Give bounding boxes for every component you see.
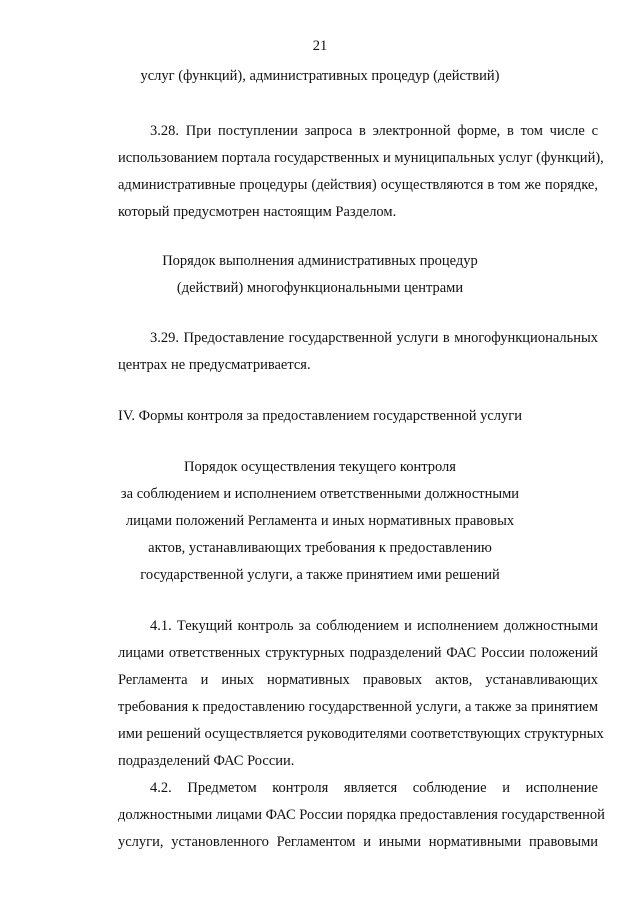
paragraph-4-2-line-3: услуги, установленного Регламентом и иными нормативными правовыми [118, 834, 598, 850]
paragraph-3-28-line-1: 3.28. При поступлении запроса в электронной форме, в том числе с [150, 123, 598, 139]
paragraph-4-1-line-2: лицами ответственных структурных подразделений ФАС России положений [118, 645, 598, 661]
paragraph-3-28-line-2: использованием портала государственных и муниципальных услуг (функций), [118, 150, 604, 166]
page-number: 21 [312, 38, 328, 54]
paragraph-4-1-line-1: 4.1. Текущий контроль за соблюдением и исполнением должностными [150, 618, 598, 634]
section-iv-title: IV. Формы контроля за предоставлением государственной услуги [118, 408, 522, 424]
subsection-heading-mfc-line-2: (действий) многофункциональными центрами [176, 280, 464, 296]
subsection-heading-control-line-2: за соблюдением и исполнением ответственными должностными [120, 486, 520, 502]
paragraph-4-2-line-2: должностными лицами ФАС России порядка предоставления государственной [118, 807, 605, 823]
paragraph-3-28-line-4: который предусмотрен настоящим Разделом. [118, 204, 397, 220]
paragraph-3-28-line-3: административные процедуры (действия) осуществляются в том же порядке, [118, 177, 598, 193]
paragraph-3-29-line-1: 3.29. Предоставление государственной услуги в многофункциональных [150, 330, 598, 346]
subsection-heading-control-line-1: Порядок осуществления текущего контроля [184, 459, 456, 475]
paragraph-4-1-line-6: подразделений ФАС России. [118, 753, 295, 769]
paragraph-3-29-line-2: центрах не предусматривается. [118, 357, 311, 373]
subsection-heading-control-line-3: лицами положений Регламента и иных нормативных правовых [125, 513, 515, 529]
subsection-heading-mfc-line-1: Порядок выполнения административных процедур [162, 253, 478, 269]
paragraph-4-2-line-1: 4.2. Предметом контроля является соблюдение и исполнение [150, 780, 598, 796]
paragraph-4-1-line-5: ими решений осуществляется руководителями соответствующих структурных [118, 726, 604, 742]
paragraph-4-1-line-3: Регламента и иных нормативных правовых актов, устанавливающих [118, 672, 598, 688]
section-heading-continuation: услуг (функций), административных процедур (действий) [140, 68, 500, 84]
paragraph-4-1-line-4: требования к предоставлению государственной услуги, а также за принятием [118, 699, 598, 715]
subsection-heading-control-line-5: государственной услуги, а также принятием ими решений [140, 567, 500, 583]
subsection-heading-control-line-4: актов, устанавливающих требования к предоставлению [148, 540, 492, 556]
